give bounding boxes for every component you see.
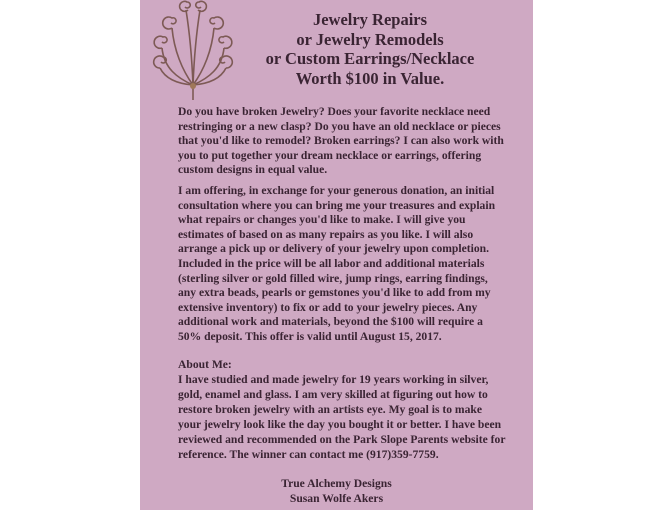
text-line: your jewelry look like the day you bought it or better. I have been [178,418,502,431]
author-name: Susan Wolfe Akers [289,492,384,505]
text-line: reviewed and recommended on the Park Slope Parents website for [178,433,506,446]
text-line: restringing or a new clasp? Do you have an old necklace or pieces [178,119,501,133]
offer-paragraph [178,184,528,345]
text-line: what repairs or changes you'd like to make. I will give you [178,213,466,227]
ornament-icon [152,0,234,102]
title-line: Jewelry Repairs [312,10,428,29]
text-line: reference. The winner can contact me (917)359-7759. [178,448,439,461]
about-paragraph [178,357,528,462]
text-line: Do you have broken Jewelry? Does your favorite necklace need [178,105,491,118]
flyer [140,0,533,510]
text-line: extensive inventory) to fix or add to your jewelry pieces. Any [178,300,478,314]
text-line: additional work and materials, beyond the $100 will require a [178,315,483,329]
intro-paragraph [178,105,528,178]
text-line: that you'd like to remodel? Broken earrings? I can also work with [178,134,504,148]
signature [140,476,533,506]
company-name: True Alchemy Designs [281,477,392,490]
text-line: estimates of based on as many repairs as you like. I will also [178,227,474,241]
text-line: you to put together your dream necklace or earrings, offering [178,148,482,162]
text-line: 50% deposit. This offer is valid until August 15, 2017. [178,329,442,343]
title-line: or Jewelry Remodels [296,29,444,49]
text-line: custom designs in equal value. [178,163,328,177]
text-line: Included in the price will be all labor and additional materials [178,256,485,270]
text-line: gold, enamel and glass. I am very skilled at figuring out how to [178,388,488,401]
text-line: restore broken jewelry with an artists eye. My goal is to make [178,403,482,416]
text-line: consultation where you can bring me your treasures and explain [178,198,496,212]
text-line: I am offering, in exchange for your generous donation, an initial [178,184,495,197]
flyer-title [240,10,500,88]
about-heading: About Me: [178,358,232,371]
title-line: Worth $100 in Value. [295,68,445,88]
text-line: arrange a pick up or delivery of your jewelry upon completion. [178,242,489,256]
text-line: I have studied and made jewelry for 19 years working in silver, [178,373,489,386]
title-line: or Custom Earrings/Necklace [265,49,475,68]
text-line: any extra beads, pearls or gemstones you'd like to add from my [178,286,491,300]
text-line: (sterling silver or gold filled wire, jump rings, earring findings, [178,271,488,285]
